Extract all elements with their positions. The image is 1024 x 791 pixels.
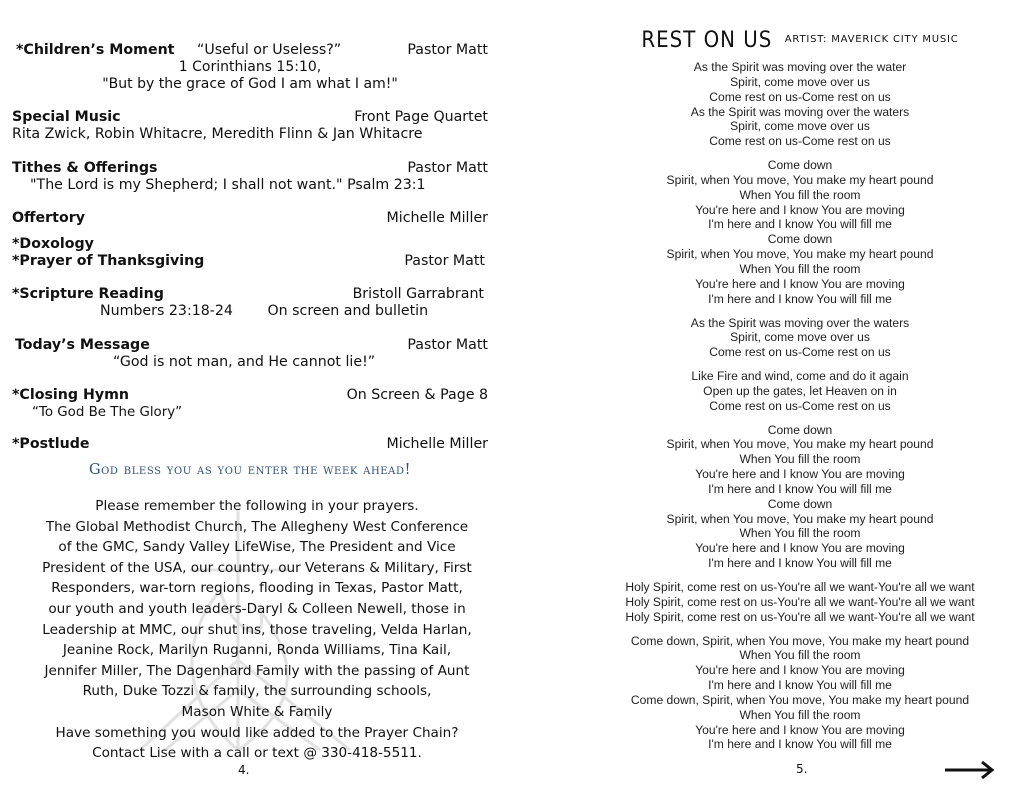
lyric-line: Come rest on us-Come rest on us	[709, 89, 891, 104]
lyric-line: You're here and I know You are moving	[695, 541, 905, 556]
lyric-line: Come down, Spirit, when You move, You make my heart pound	[630, 633, 970, 648]
prayer-leader: Pastor Matt	[404, 253, 485, 269]
lyric-stanza	[590, 423, 1010, 571]
lyric-stanza	[590, 158, 1010, 306]
childrens-moment-topic: “Useful or Useless?”	[196, 42, 342, 58]
song-artist: ARTIST: MAVERICK CITY MUSIC	[784, 34, 959, 45]
lyric-line: I'm here and I know You will fill me	[708, 291, 892, 306]
lyric-stanza	[590, 369, 1010, 414]
prayer-line: Have something you would like added to the Prayer Chain?	[55, 724, 459, 741]
tithes-row	[12, 160, 488, 177]
special-music-members: Rita Zwick, Robin Whitacre, Meredith Flinn & Jan Whitacre	[12, 126, 423, 142]
lyric-line: Spirit, come move over us	[730, 74, 870, 89]
lyric-line: You're here and I know You are moving	[695, 202, 905, 217]
prayer-line: Mason White & Family	[181, 703, 333, 720]
tithes-quote: "The Lord is my Shepherd; I shall not want." Psalm 23:1	[30, 177, 426, 193]
lyric-line: I'm here and I know You will fill me	[708, 481, 892, 496]
scripture-detail-row	[12, 303, 488, 320]
lyric-line: Holy Spirit, come rest on us-You're all we want-You're all we want	[625, 609, 975, 624]
special-music-title: Special Music	[12, 109, 121, 125]
special-music-row	[12, 109, 488, 126]
scripture-reader: Bristoll Garrabrant	[352, 286, 484, 302]
childrens-moment-row	[12, 42, 488, 59]
lyric-line: When You fill the room	[739, 648, 861, 663]
prayer-line: of the GMC, Sandy Valley LifeWise, The President and Vice	[58, 539, 456, 556]
lyric-line: When You fill the room	[739, 707, 861, 722]
lyric-line: Come rest on us-Come rest on us	[709, 345, 891, 360]
prayer-row	[12, 253, 488, 270]
closing-hymn-note: On Screen & Page 8	[346, 387, 488, 403]
lyric-line: You're here and I know You are moving	[695, 276, 905, 291]
lyric-line: When You fill the room	[739, 261, 861, 276]
tithes-leader: Pastor Matt	[407, 160, 488, 176]
childrens-moment-ref: 1 Corinthians 15:10,	[178, 59, 322, 75]
lyric-line: Open up the gates, let Heaven on in	[703, 383, 897, 398]
prayer-line: Responders, war-torn regions, flooding in Texas, Pastor Matt,	[51, 580, 463, 597]
childrens-moment-title: *Children’s Moment	[16, 42, 175, 58]
lyric-line: I'm here and I know You will fill me	[708, 737, 892, 752]
tithes-title: Tithes & Offerings	[12, 160, 158, 176]
message-row	[12, 337, 488, 354]
left-page	[0, 0, 500, 791]
doxology-row	[12, 236, 488, 253]
prayer-line: Jennifer Miller, The Dagenhard Family with the passing of Aunt	[44, 662, 470, 679]
page-number-right: 5.	[796, 762, 808, 776]
prayer-line: Ruth, Duke Tozzi & family, the surrounding schools,	[82, 683, 432, 700]
lyric-line: Come down	[767, 496, 833, 511]
offertory-leader: Michelle Miller	[386, 210, 488, 226]
lyric-line: Come down	[767, 232, 833, 247]
song-title: REST ON US	[641, 28, 773, 53]
lyric-line: Spirit, come move over us	[730, 119, 870, 134]
lyric-line: Come rest on us-Come rest on us	[709, 398, 891, 413]
lyric-line: Come rest on us-Come rest on us	[709, 134, 891, 149]
prayer-list	[22, 496, 492, 764]
blessing-heading: God bless you as you enter the week ahead!	[88, 462, 412, 478]
lyric-line: When You fill the room	[739, 526, 861, 541]
lyric-line: As the Spirit was moving over the waters	[690, 315, 910, 330]
message-quote: “God is not man, and He cannot lie!”	[113, 354, 376, 370]
lyric-line: Spirit, when You move, You make my heart pound	[666, 247, 934, 262]
lyric-line: Come down	[767, 422, 833, 437]
arrow-right-icon[interactable]	[944, 760, 996, 780]
lyric-line: Spirit, when You move, You make my heart pound	[666, 511, 934, 526]
page-number-left: 4.	[238, 763, 250, 777]
scripture-ref: Numbers 23:18-24	[100, 303, 233, 319]
lyric-line: Like Fire and wind, come and do it again	[691, 369, 909, 384]
offertory-title: Offertory	[12, 210, 85, 226]
song-header	[590, 28, 1010, 53]
lyric-line: You're here and I know You are moving	[695, 663, 905, 678]
scripture-note: On screen and bulletin	[267, 303, 429, 319]
prayer-title: *Prayer of Thanksgiving	[12, 253, 205, 269]
prayer-line: President of the USA, our country, our Veterans & Military, First	[42, 559, 472, 576]
lyric-line: Come down	[767, 158, 833, 173]
message-title: Today’s Message	[15, 337, 150, 353]
lyric-line: Spirit, when You move, You make my heart pound	[666, 437, 934, 452]
closing-hymn-title: *Closing Hymn	[12, 387, 129, 403]
lyric-line: Holy Spirit, come rest on us-You're all we want-You're all we want	[625, 580, 975, 594]
prayer-line: Please remember the following in your prayers.	[95, 498, 419, 514]
scripture-title: *Scripture Reading	[12, 286, 164, 302]
childrens-moment-quote: "But by the grace of God I am what I am!"	[102, 76, 398, 92]
prayer-line: Leadership at MMC, our shut ins, those traveling, Velda Harlan,	[42, 621, 472, 638]
message-leader: Pastor Matt	[407, 337, 488, 353]
closing-hymn-row	[12, 387, 488, 404]
lyric-line: When You fill the room	[739, 452, 861, 467]
lyric-line: You're here and I know You are moving	[695, 722, 905, 737]
lyric-line: As the Spirit was moving over the waters	[690, 104, 910, 119]
offertory-row	[12, 210, 488, 227]
childrens-moment-leader: Pastor Matt	[407, 42, 488, 58]
scripture-row	[12, 286, 488, 303]
lyric-line: I'm here and I know You will fill me	[708, 217, 892, 232]
lyric-line: When You fill the room	[739, 187, 861, 202]
lyric-line: Come down, Spirit, when You move, You make my heart pound	[630, 692, 970, 707]
song-lyrics	[590, 60, 1010, 761]
doxology-title: *Doxology	[12, 236, 94, 252]
lyric-stanza	[590, 316, 1010, 361]
prayer-line: our youth and youth leaders-Daryl & Colleen Newell, those in	[48, 600, 466, 617]
prayer-line: Contact Lise with a call or text @ 330-418-5511.	[92, 745, 422, 762]
lyric-stanza	[590, 60, 1010, 149]
prayer-line: The Global Methodist Church, The Allegheny West Conference	[45, 518, 469, 535]
lyric-line: I'm here and I know You will fill me	[708, 678, 892, 693]
lyric-stanza	[590, 634, 1010, 753]
prayer-line: Jeanine Rock, Marilyn Ruganni, Ronda Williams, Tina Kail,	[62, 642, 452, 659]
postlude-leader: Michelle Miller	[386, 436, 488, 452]
lyric-line: Spirit, when You move, You make my heart pound	[666, 172, 934, 187]
lyric-line: I'm here and I know You will fill me	[708, 556, 892, 571]
lyric-stanza	[590, 580, 1010, 625]
lyric-line: Holy Spirit, come rest on us-You're all we want-You're all we want	[625, 594, 975, 609]
postlude-row	[12, 436, 488, 453]
right-page	[590, 0, 1010, 791]
postlude-title: *Postlude	[12, 436, 90, 452]
special-music-group: Front Page Quartet	[354, 109, 488, 125]
closing-hymn-name: “To God Be The Glory”	[32, 405, 183, 420]
lyric-line: As the Spirit was moving over the water	[693, 60, 907, 74]
lyric-line: You're here and I know You are moving	[695, 467, 905, 482]
lyric-line: Spirit, come move over us	[730, 330, 870, 345]
